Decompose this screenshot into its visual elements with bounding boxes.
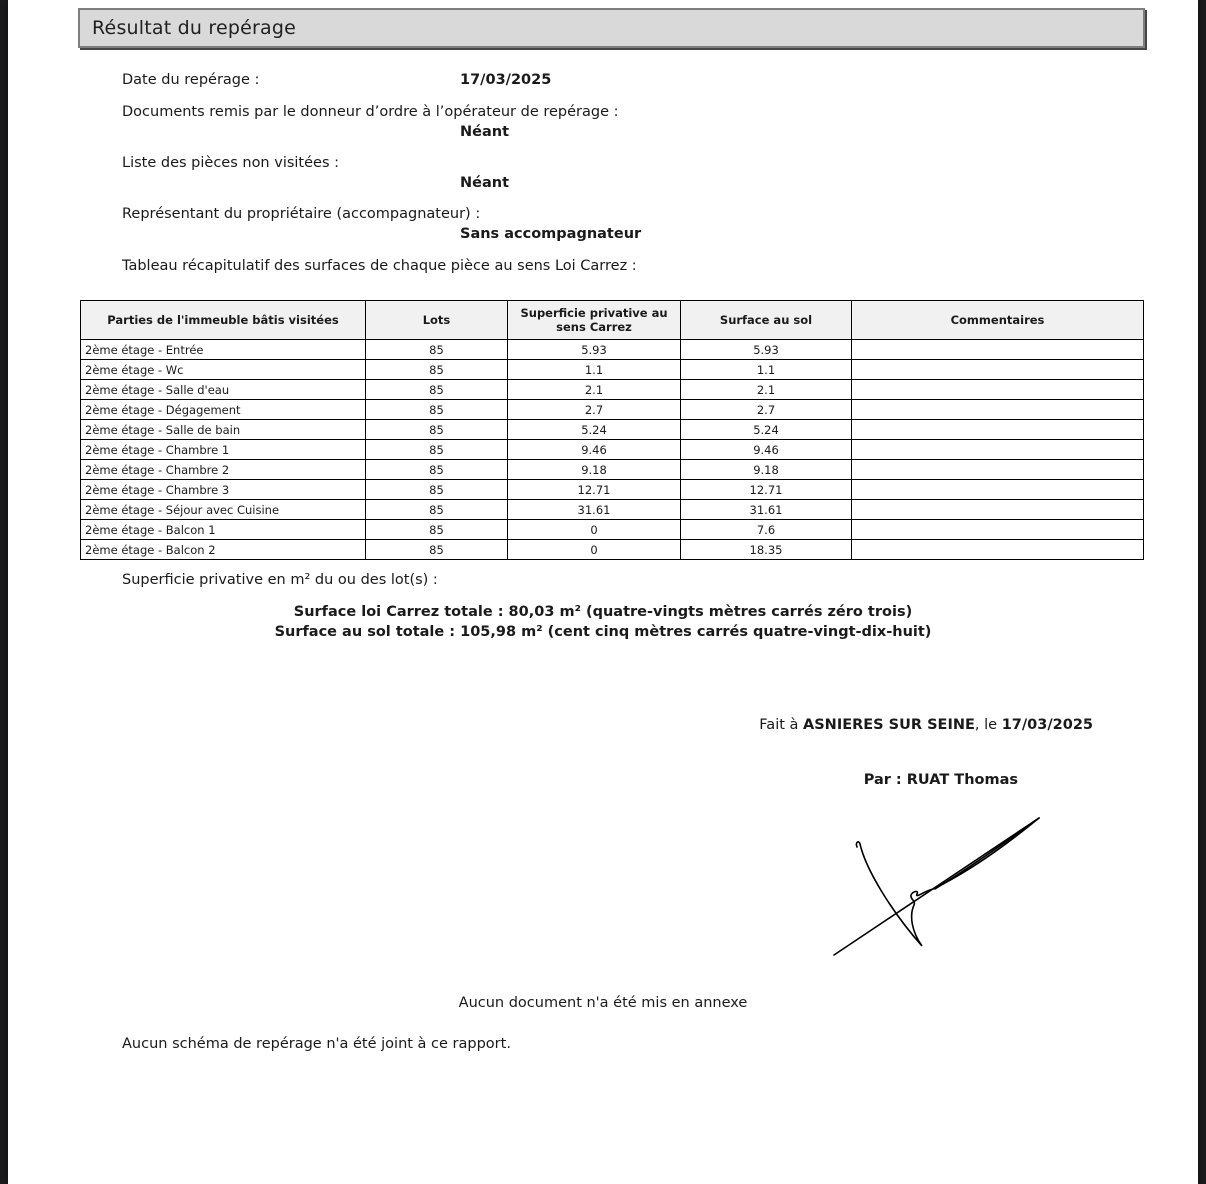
fait-line <box>8 717 1198 734</box>
fait-date: 17/03/2025 <box>1001 717 1093 733</box>
table-cell: 5.24 <box>681 420 852 440</box>
table-cell <box>852 380 1144 400</box>
table-cell: 0 <box>508 540 681 560</box>
table-cell: 12.71 <box>508 480 681 500</box>
table-cell: 5.24 <box>508 420 681 440</box>
table-cell: 31.61 <box>681 500 852 520</box>
table-cell: 2ème étage - Wc <box>81 360 366 380</box>
table-cell: 85 <box>366 420 508 440</box>
table-cell <box>852 440 1144 460</box>
col-header-commentaires: Commentaires <box>852 301 1144 340</box>
table-cell: 0 <box>508 520 681 540</box>
table-cell: 9.46 <box>508 440 681 460</box>
table-cell: 85 <box>366 440 508 460</box>
table-cell: 5.93 <box>681 340 852 360</box>
table-row <box>81 420 1144 440</box>
field-date-value: 17/03/2025 <box>460 72 552 88</box>
table-cell: 9.18 <box>508 460 681 480</box>
field-pieces-value: Néant <box>460 175 510 191</box>
table-cell <box>852 400 1144 420</box>
table-cell: 85 <box>366 500 508 520</box>
table-cell: 85 <box>366 400 508 420</box>
table-row <box>81 500 1144 520</box>
col-header-superficie: Superficie privative au sens Carrez <box>508 301 681 340</box>
table-cell <box>852 340 1144 360</box>
table-cell: 2ème étage - Salle de bain <box>81 420 366 440</box>
table-cell: 2ème étage - Balcon 2 <box>81 540 366 560</box>
total-carrez: Surface loi Carrez totale : 80,03 m² (quatre-vingts mètres carrés zéro trois) <box>293 604 913 620</box>
table-cell <box>852 360 1144 380</box>
table-cell: 2ème étage - Séjour avec Cuisine <box>81 500 366 520</box>
table-cell: 2ème étage - Chambre 3 <box>81 480 366 500</box>
table-intro: Tableau récapitulatif des surfaces de chaque pièce au sens Loi Carrez : <box>122 258 637 274</box>
table-cell: 85 <box>366 540 508 560</box>
table-cell: 12.71 <box>681 480 852 500</box>
table-cell: 85 <box>366 460 508 480</box>
table-cell: 85 <box>366 480 508 500</box>
table-cell: 1.1 <box>681 360 852 380</box>
surfaces-table <box>80 300 1144 560</box>
table-row <box>81 360 1144 380</box>
table-row <box>81 520 1144 540</box>
table-header-row <box>81 301 1144 340</box>
table-cell <box>852 540 1144 560</box>
field-documents-value: Néant <box>460 124 510 140</box>
table-cell <box>852 460 1144 480</box>
table-cell: 85 <box>366 360 508 380</box>
table-cell: 85 <box>366 520 508 540</box>
table-cell: 2ème étage - Chambre 1 <box>81 440 366 460</box>
table-cell: 2ème étage - Entrée <box>81 340 366 360</box>
totals-block <box>8 603 1198 642</box>
table-cell: 1.1 <box>508 360 681 380</box>
table-cell: 18.35 <box>681 540 852 560</box>
table-cell: 2.1 <box>681 380 852 400</box>
table-cell: 2ème étage - Salle d'eau <box>81 380 366 400</box>
table-row <box>81 540 1144 560</box>
table-cell: 85 <box>366 340 508 360</box>
table-cell: 2.1 <box>508 380 681 400</box>
table-cell <box>852 520 1144 540</box>
table-row <box>81 440 1144 460</box>
footer-annexe-line: Aucun document n'a été mis en annexe <box>458 995 748 1011</box>
field-documents-label: Documents remis par le donneur d’ordre à l’opérateur de repérage : <box>122 104 619 120</box>
table-cell: 7.6 <box>681 520 852 540</box>
col-header-parties: Parties de l'immeuble bâtis visitées <box>81 301 366 340</box>
table-cell: 85 <box>366 380 508 400</box>
superficie-line: Superficie privative en m² du ou des lot(s) : <box>122 572 438 588</box>
document-page <box>8 0 1198 1184</box>
table-row <box>81 400 1144 420</box>
table-row <box>81 380 1144 400</box>
fait-city: ASNIERES SUR SEINE <box>803 717 975 733</box>
table-cell: 2ème étage - Dégagement <box>81 400 366 420</box>
table-cell <box>852 420 1144 440</box>
table-row <box>81 340 1144 360</box>
table-cell: 5.93 <box>508 340 681 360</box>
table-cell: 9.46 <box>681 440 852 460</box>
table-cell <box>852 480 1144 500</box>
table-cell: 2ème étage - Balcon 1 <box>81 520 366 540</box>
col-header-surface-sol: Surface au sol <box>681 301 852 340</box>
table-row <box>81 460 1144 480</box>
footer-schema-line: Aucun schéma de repérage n'a été joint à ce rapport. <box>122 1036 511 1052</box>
field-date-label: Date du repérage : <box>122 72 260 88</box>
fait-middle: , le <box>974 717 1002 733</box>
table-cell: 9.18 <box>681 460 852 480</box>
field-representant-label: Représentant du propriétaire (accompagnateur) : <box>122 206 481 222</box>
section-title-bar <box>78 8 1145 48</box>
field-date <box>122 72 1198 89</box>
field-representant-value: Sans accompagnateur <box>460 226 642 242</box>
field-pieces-label: Liste des pièces non visitées : <box>122 155 340 171</box>
total-sol: Surface au sol totale : 105,98 m² (cent cinq mètres carrés quatre-vingt-dix-huit) <box>274 623 932 640</box>
par-line: Par : RUAT Thomas <box>863 772 1018 788</box>
table-cell: 2ème étage - Chambre 2 <box>81 460 366 480</box>
col-header-lots: Lots <box>366 301 508 340</box>
table-row <box>81 480 1144 500</box>
table-cell: 31.61 <box>508 500 681 520</box>
surface-table-body <box>81 340 1144 560</box>
table-cell: 2.7 <box>681 400 852 420</box>
page-title: Résultat du repérage <box>92 17 297 39</box>
fait-prefix: Fait à <box>759 717 804 733</box>
table-cell: 2.7 <box>508 400 681 420</box>
handwritten-signature <box>820 806 1050 966</box>
table-cell <box>852 500 1144 520</box>
